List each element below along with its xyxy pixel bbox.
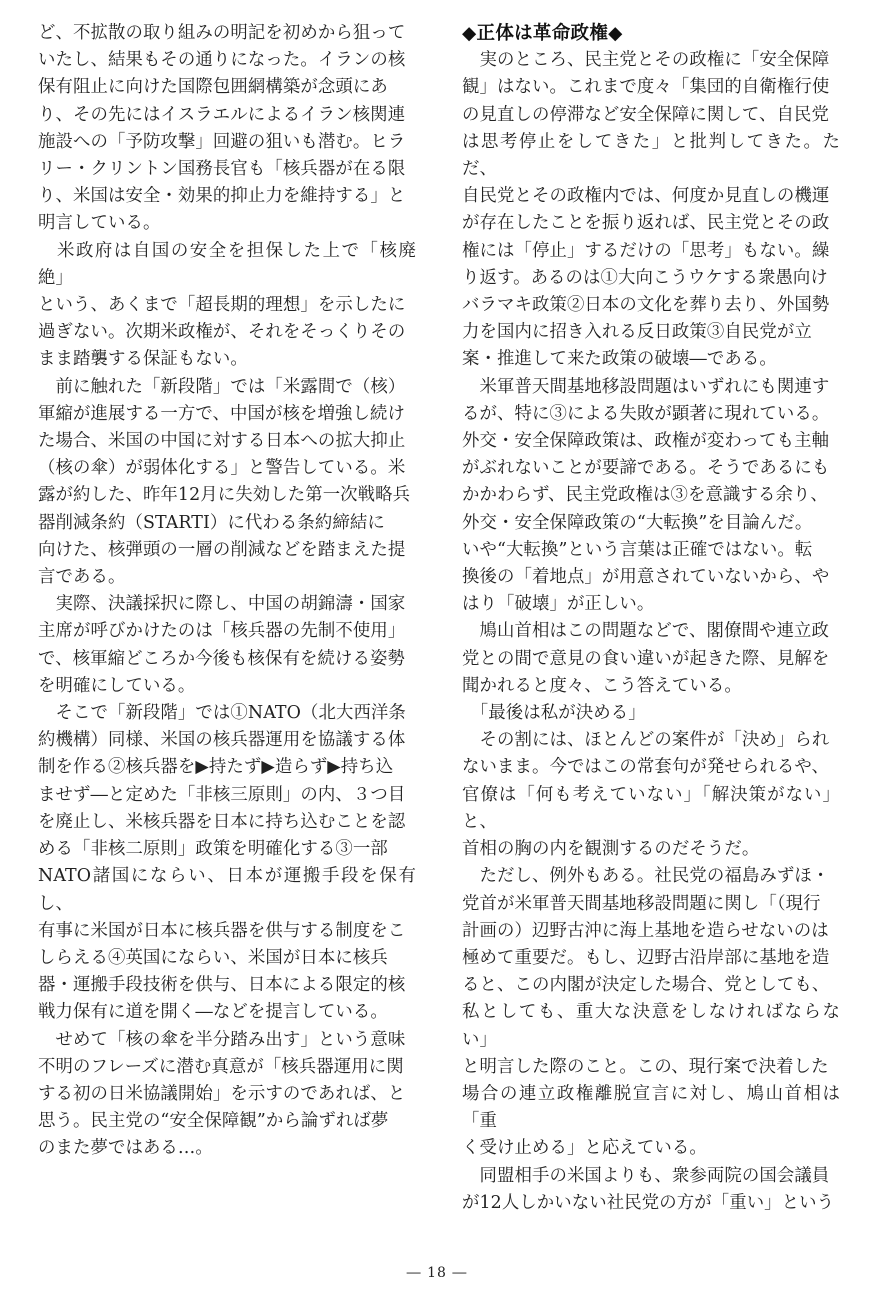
body-paragraph: 米政府は自国の安全を担保した上で「核廃絶」 という、あくまで「超長期的理想」を示したに 過ぎない。次期米政権が、それをそっくりその まま踏襲する保証もない。	[38, 240, 416, 370]
section-heading: ◆正体は革命政権◆	[462, 23, 623, 44]
body-paragraph: 前に触れた「新段階」では「米露間で（核） 軍縮が進展する一方で、中国が核を増強し続け た場合、米国の中国に対する日本への拡大抑止 （核の傘）が弱体化する」と警告している。米 露が約した、昨年12月に失効した第一次戦略兵 器削減条約（STARTⅠ）に代わる条約締結に 向けた、核弾頭の一層の削減などを踏まえた提 言である。	[38, 376, 411, 588]
body-paragraph: ど、不拡散の取り組みの明記を初めから狙って いたし、結果もその通りになった。イランの核 保有阻止に向けた国際包囲網構築が念頭にあ り、その先にはイスラエルによるイラン核関連 施設への「予防攻撃」回避の狙いも潜む。ヒラ リー・クリントン国務長官も「核兵器が在る限 り、米国は安全・効果的抑止力を維持する」と 明言している。	[38, 23, 406, 234]
quote-paragraph: 「最後は私が決める」	[462, 703, 646, 724]
body-paragraph: 鳩山首相はこの問題などで、閣僚間や連立政 党との間で意見の食い違いが起きた際、見解を 聞かれると度々、こう答えている。	[462, 621, 830, 696]
body-paragraph: 米軍普天間基地移設問題はいずれにも関連す るが、特に③による失敗が顕著に現れている。 外交・安全保障政策は、政権が変わっても主軸 がぶれないことが要諦である。そうであるにも かかわらず、民主党政権は③を意識する余り、 外交・安全保障政策の“大転換”を目論んだ。 いや“大転換”という言葉は正確ではない。転 換後の「着地点」が用意されていないから、や はり「破壊」が正しい。	[462, 376, 830, 615]
page-number: ― 18 ―	[406, 1265, 468, 1281]
right-column	[462, 20, 840, 1217]
body-paragraph: そこで「新段階」では①NATO（北大西洋条 約機構）同様、米国の核兵器運用を協議する体 制を作る②核兵器を▶持たず▶造らず▶持ち込 ませず―と定めた「非核三原則」の内、３つ目 を廃止し、米核兵器を日本に持ち込むことを認 める「非核二原則」政策を明確化する③一部 NATO諸国にならい、日本が運搬手段を保有し、 有事に米国が日本に核兵器を供与する制度をこ しらえる④英国にならい、米国が日本に核兵 器・運搬手段技術を供与、日本による限定的核 戦力保有に道を開く―などを提言している。	[38, 703, 416, 1023]
body-paragraph: 同盟相手の米国よりも、衆参両院の国会議員 が12人しかいない社民党の方が「重い」という	[462, 1165, 835, 1213]
body-paragraph: せめて「核の傘を半分踏み出す」という意味 不明のフレーズに潜む真意が「核兵器運用に関 する初の日米協議開始」を示すのであれば、と 思う。民主党の“安全保障観”から論ずれば夢 のまた夢ではある…。	[38, 1029, 406, 1159]
body-paragraph: 実際、決議採択に際し、中国の胡錦濤・国家 主席が呼びかけたのは「核兵器の先制不使用」 で、核軍縮どころか今後も核保有を続ける姿勢 を明確にしている。	[38, 594, 406, 696]
body-paragraph: 実のところ、民主党とその政権に「安全保障 観」はない。これまで度々「集団的自衛権行使 の見直しの停滞など安全保障に関して、自民党 は思考停止をしてきた」と批判してきた。ただ、 自民党とその政権内では、何度か見直しの機運 が存在したことを振り返れば、民主党とその政 権には「停止」するだけの「思考」もない。繰 り返す。あるのは①大向こうウケする衆愚向け バラマキ政策②日本の文化を葬り去り、外国勢 力を国内に招き入れる反日政策③自民党が立 案・推進して来た政策の破壊―である。	[462, 50, 840, 370]
body-paragraph: ただし、例外もある。社民党の福島みずほ・ 党首が米軍普天間基地移設問題に関し「（現行 計画の）辺野古沖に海上基地を造らせないのは 極めて重要だ。もし、辺野古沿岸部に基地を造 ると、この内閣が決定した場合、党としても、 私としても、重大な決意をしなければならない」 と明言した際のこと。この、現行案で決着した 場合の連立政権離脱宣言に対し、鳩山首相は「重 く受け止める」と応えている。	[462, 866, 840, 1159]
body-paragraph: その割には、ほとんどの案件が「決め」られ ないまま。今ではこの常套句が発せられるや、 官僚は「何も考えていない」「解決策がない」と、 首相の胸の内を観測するのだそうだ。	[462, 730, 840, 860]
left-column	[38, 20, 416, 1163]
